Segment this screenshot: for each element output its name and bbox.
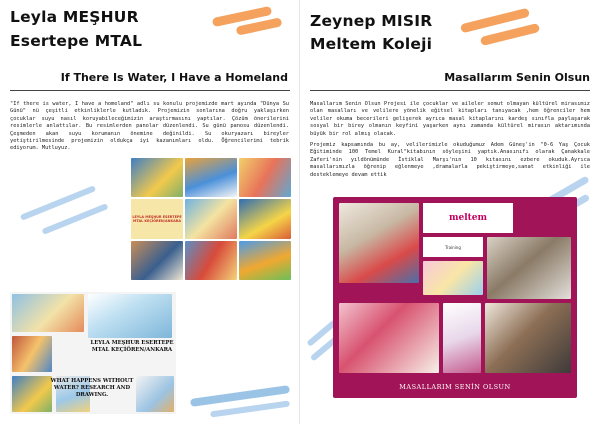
right-page	[300, 0, 600, 424]
photo	[339, 303, 439, 373]
photo-grid	[131, 158, 291, 280]
article-body	[310, 101, 590, 183]
article-body	[10, 101, 289, 157]
card-label: Training	[445, 244, 461, 250]
training-card	[423, 237, 483, 257]
photo	[339, 203, 419, 283]
photo	[12, 376, 52, 412]
photo	[12, 294, 84, 332]
article-title: Masallarım Senin Olsun	[444, 71, 590, 84]
photo	[239, 199, 291, 238]
photo	[239, 158, 291, 197]
title-underline	[10, 90, 290, 91]
logo-text: meltem	[448, 213, 488, 223]
photo	[185, 199, 237, 238]
blue-brush-stroke	[210, 400, 290, 417]
article-title: If There Is Water, I Have a Homeland	[60, 71, 288, 84]
author-name: Leyla MEŞHUR	[10, 8, 139, 26]
project-label-photo: LEYLA MEŞHUR ESERTEPE MTAL KEÇİÖREN/ANKARA	[131, 199, 183, 238]
title-underline	[310, 90, 590, 91]
photo	[131, 241, 183, 280]
photo	[136, 376, 174, 412]
project-collage	[333, 197, 577, 398]
body-paragraph: "If there is water, I have a homeland" adlı su konulu projemizde mart ayında "Dünya Su Günü" nü çeşitli etkinliklerle kutladık. Projemizin sonlarına doğru yaklaşırken çocuklar suyu nasıl koruyabileceğimizin araştırmasını yaptılar. Çözüm önerilerini resimlerle anlattılar. Bu resimlerden panolar düzenlendi. Su günü panosu düzenlendi. Çeşmeden akan suyu korumanın önemine değinildi. Su okuryazarı bireyler yetiştirilmesinde projemizin oldukça iyi kazanımları oldu. Öğrencilerimi tebrik ediyorum. Mutluyuz.	[10, 101, 289, 152]
photo	[88, 294, 172, 338]
photo	[12, 336, 52, 372]
photo	[485, 303, 571, 373]
author-name: Zeynep MISIR	[310, 12, 433, 30]
project-collage	[10, 292, 176, 414]
photo	[185, 158, 237, 197]
photo	[185, 241, 237, 280]
collage-caption: WHAT HAPPENS WITHOUT WATER? RESEARCH AND DRAWING.	[50, 378, 134, 398]
photo	[443, 303, 481, 373]
body-paragraph: Projemiz kapsamında bu ay, velilerimizle okuduğumuz Adem Güneş'in "0-6 Yaş Çocuk Eğitiminde 100 Temel Kural"kitabının söyleşini yaptık.Anasınıfı olarak Çanakkale Zaferi'nin yıldönümünde İstiklal Marşı'nın 10 kıtasını ezbere okuduk.Ayrıca masallarımızla öğrenip eğlenmeye ,dramalarla pekiştirmeye,sanat etkinliği ile desteklemeye devam ettik	[310, 142, 590, 178]
photo	[487, 237, 571, 299]
photo	[239, 241, 291, 280]
collage-caption: LEYLA MEŞHUR ESERTEPE MTAL KEÇİÖREN/ANKARA	[90, 340, 174, 353]
school-name: Meltem Koleji	[310, 35, 433, 53]
collage-caption: MASALLARIM SENİN OLSUN	[399, 383, 511, 391]
body-paragraph: Masallarım Senin Olsun Projesi ile çocuklar ve aileler somut olmayan kültürel mirasımız olan masalları ve velilere yönelik eğitsel kitapları tanıyacak ,hem öğrenciler hem veliler okuma becerileri gelişerek ayrıca masal kitaplarını kardeş sınıfla paylaşarak sosyal bir birey olmanın keyfini yaşarken aynı zamanda kültürel mirasın aktarımında büyük bir rol almış olacak.	[310, 101, 590, 137]
school-name: Esertepe MTAL	[10, 32, 143, 50]
photo	[131, 158, 183, 197]
photo	[423, 261, 483, 295]
school-logo	[423, 203, 513, 233]
